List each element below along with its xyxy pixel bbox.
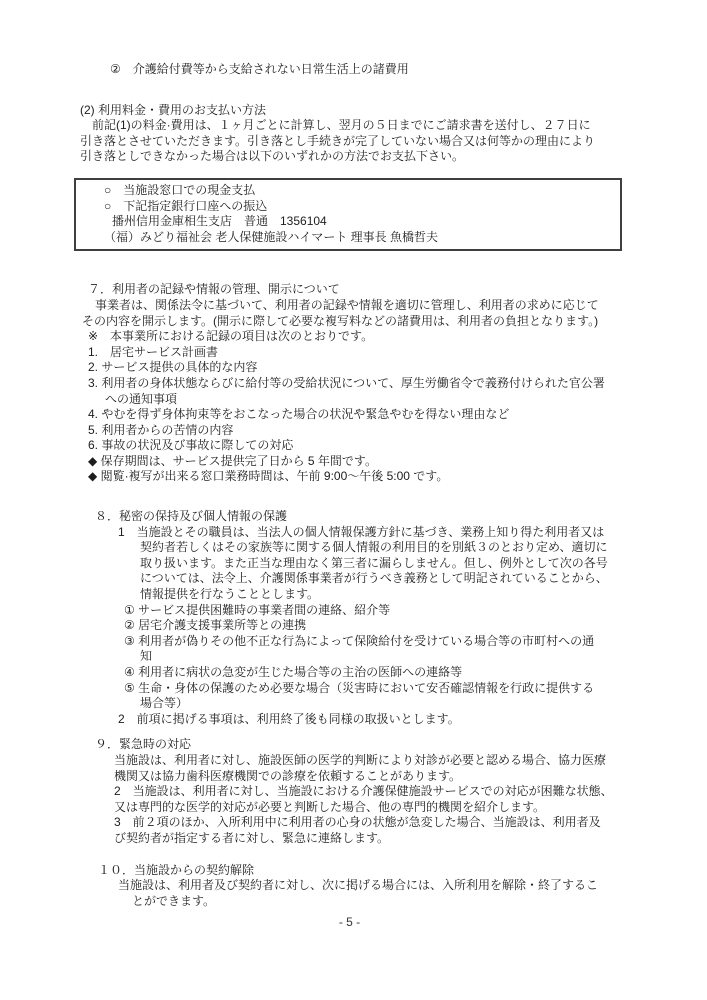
record-item-2: 2. サービス提供の具体的な内容 bbox=[88, 360, 258, 375]
section-8-heading: ８．秘密の保持及び個人情報の保護 bbox=[95, 509, 288, 524]
exception-item-3-cont: 知 bbox=[140, 649, 153, 664]
office-hours-note: ◆ 閲覧·複写が出来る窓口業務時間は、午前 9:00～午後 5:00 です。 bbox=[88, 469, 449, 484]
section-9-line: 機関又は協力歯科医療機関での診療を依頼することがあります。 bbox=[114, 768, 462, 783]
section-9-line: 当施設は、利用者に対し、施設医師の医学的判断により対診が必要と認める場合、協力医療 bbox=[114, 752, 607, 767]
section-9-line: 又は専門的な医学的対応が必要と判断した場合、他の専門的機関を紹介します。 bbox=[114, 799, 546, 814]
document-body bbox=[72, 62, 635, 931]
section-7-line: その内容を開示します。(開示に際して必要な複写料などの諸費用は、利用者の負担となります。) bbox=[82, 313, 599, 328]
section-9-clause-3: 3 前２項のほか、入所利用中に利用者の心身の状態が急変した場合、当施設は、利用者及 bbox=[114, 815, 601, 830]
exception-item-4: ④ 利用者に病状の急変が生じた場合等の主治の医師への連絡等 bbox=[124, 665, 463, 679]
exception-item-3: ③ 利用者が偽りその他不正な行為によって保険給付を受けている場合等の市町村への通 bbox=[124, 633, 595, 648]
payment-option-transfer: ○ 下記指定銀行口座への振込 bbox=[104, 198, 268, 213]
page-number: - 5 - bbox=[338, 915, 361, 930]
section-8-line: 情報提供を行なうこととします。 bbox=[140, 587, 320, 602]
facility-signature-line: （福）みどり福祉会 老人保健施設ハイマート 理事長 魚橋哲夫 bbox=[104, 229, 439, 244]
section-8-line: 取り扱います。また正当な理由なく第三者に漏らしません。但し、例外として次の各号 bbox=[140, 555, 608, 570]
payment-paragraph-line: 引き落とさせていただきます。引き落とし手続きが完了していない場合又は何等かの理由により bbox=[80, 133, 596, 148]
exception-item-5-cont: 場合等） bbox=[140, 696, 189, 711]
section-7-heading: ７．利用者の記録や情報の管理、開示について bbox=[88, 282, 340, 297]
record-item-3-cont: への通知事項 bbox=[105, 391, 178, 406]
exception-item-2: ② 居宅介護支援事業所等との連携 bbox=[124, 618, 307, 633]
section-9-clause-2: 2 当施設は、利用者に対し、当施設における介護保健施設サービスでの対応が困難な状態、 bbox=[114, 784, 613, 799]
record-item-4: 4. やむを得ず身体拘束等をおこなった場合の状況や緊急やむを得ない理由など bbox=[88, 407, 510, 422]
record-item-6: 6. 事故の状況及び事故に際しての対応 bbox=[88, 438, 294, 453]
section-8-line: については、法令上、介護関係事業者が行うべき義務として明記されていることから、 bbox=[140, 571, 608, 586]
section-9-heading: ９．緊急時の対応 bbox=[95, 737, 192, 752]
payment-paragraph-line: 前記(1)の料金·費用は、１ヶ月ごとに計算し、翌月の５日までにご請求書を送付し、２７日に bbox=[92, 118, 591, 133]
section-10-line: 当施設は、利用者及び契約者に対し、次に掲げる場合には、入所利用を解除・終了するこ bbox=[118, 878, 599, 893]
record-item-5: 5. 利用者からの苦情の内容 bbox=[88, 422, 234, 437]
payment-option-cash: ○ 当施設窓口での現金支払 bbox=[104, 182, 256, 197]
record-item-1: 1. 居宅サービス計画書 bbox=[88, 344, 219, 359]
section-8-clause-1: 1 当施設とその職員は、当法人の個人情報保護方針に基づき、業務上知り得た利用者又は bbox=[118, 524, 605, 539]
exception-item-1: ① サービス提供困難時の事業者間の連絡、紹介等 bbox=[124, 602, 391, 617]
payment-method-heading: (2) 利用料金・費用のお支払い方法 bbox=[80, 102, 267, 117]
section-8-line: 契約者若しくはその家族等に関する個人情報の利用目的を別紙３のとおり定め、適切に bbox=[140, 540, 608, 555]
section-9-line: び契約者が指定する者に対し、緊急に連絡します。 bbox=[114, 830, 390, 845]
exception-item-5: ⑤ 生命・身体の保護のため必要な場合（災害時において安否確認情報を行政に提供する bbox=[124, 680, 595, 695]
retention-period-note: ◆ 保存期間は、サービス提供完了日から 5 年間です。 bbox=[88, 453, 377, 468]
section-8-clause-2: 2 前項に掲げる事項は、利用終了後も同様の取扱いとします。 bbox=[118, 711, 460, 726]
section-10-line: とができます。 bbox=[132, 893, 216, 908]
item-2-daily-expenses: ② 介護給付費等から支給されない日常生活上の諸費用 bbox=[110, 62, 409, 76]
section-7-line: 事業者は、関係法令に基づいて、利用者の記録や情報を適切に管理し、利用者の求めに応じて bbox=[95, 297, 599, 312]
payment-methods-box bbox=[74, 178, 622, 251]
section-10-heading: １０．当施設からの契約解除 bbox=[98, 862, 255, 877]
bank-account-line: 播州信用金庫相生支店 普通 1356104 bbox=[112, 214, 327, 229]
payment-paragraph-line: 引き落としできなかった場合は以下のいずれかの方法でお支払下さい。 bbox=[80, 149, 465, 164]
record-item-3: 3. 利用者の身体状態ならびに給付等の受給状況について、厚生労働省令で義務付けられた官公署 bbox=[88, 375, 605, 390]
section-7-note: ※ 本事業所における記録の項目は次のとおりです。 bbox=[88, 329, 374, 344]
